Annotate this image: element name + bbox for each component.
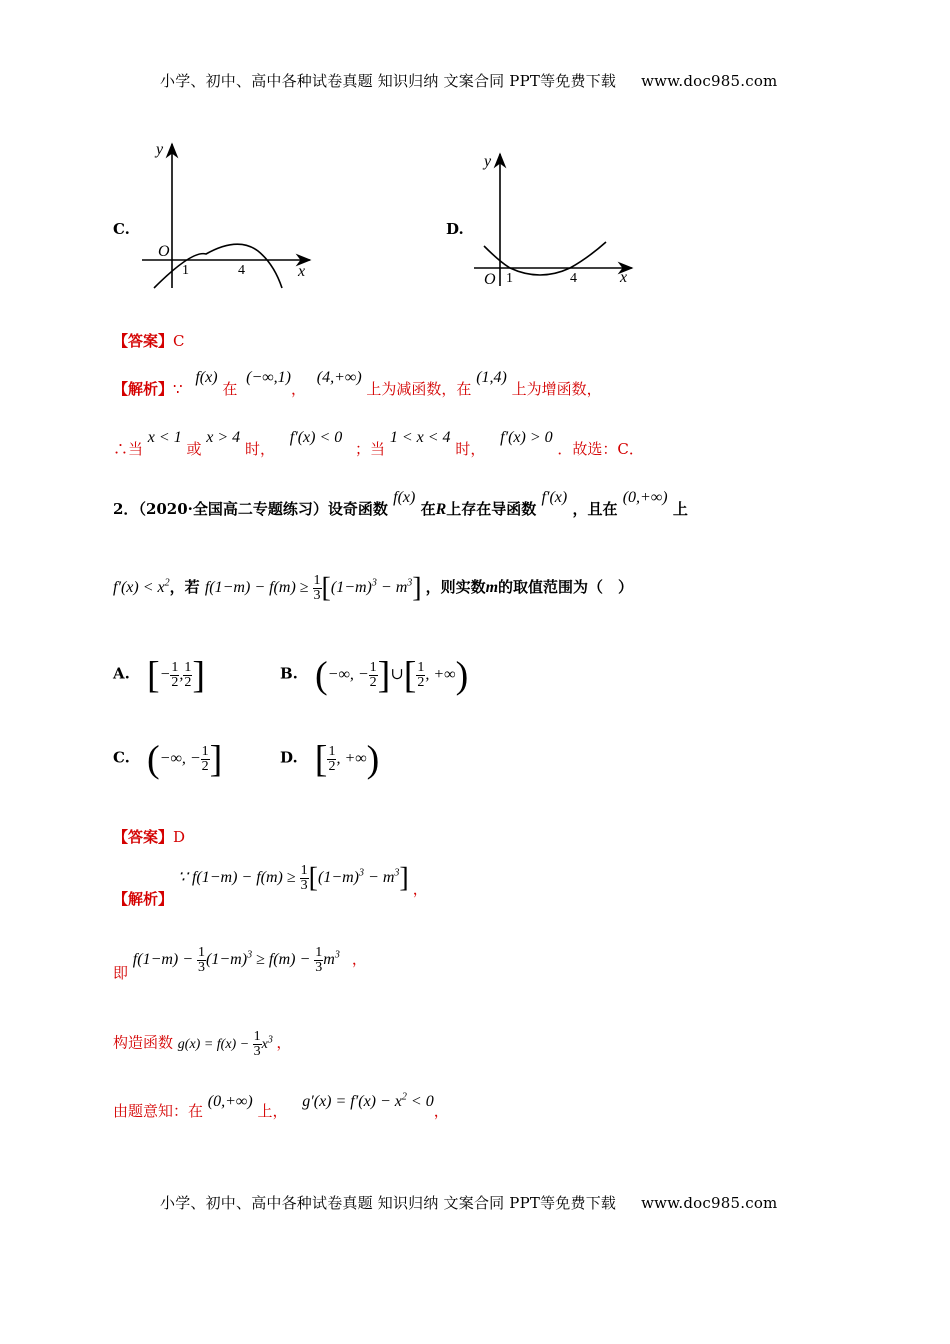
option-d-label: D. bbox=[280, 748, 298, 767]
page-header bbox=[160, 70, 777, 91]
q2-solution-step4 bbox=[113, 1091, 449, 1121]
text-comma: ， bbox=[276, 1033, 292, 1052]
answer-tag: 【答案】 bbox=[113, 332, 174, 350]
text-therefore: ∴当 bbox=[113, 440, 144, 458]
origin-label: O bbox=[484, 271, 496, 288]
text-has-derivative: 上存在导函数 bbox=[446, 500, 537, 518]
y-label: y bbox=[484, 153, 492, 170]
curve-c bbox=[154, 244, 282, 288]
text-if: ，若 bbox=[169, 578, 200, 597]
jiexi-tag: 【解析】 bbox=[113, 890, 174, 909]
option-c-label: C. bbox=[113, 220, 130, 238]
answer-tag: 【答案】 bbox=[113, 828, 174, 846]
q2-answer bbox=[113, 826, 185, 847]
option-a-label: A. bbox=[113, 664, 130, 683]
tick-4: 4 bbox=[570, 271, 577, 286]
math-R: R bbox=[435, 501, 447, 518]
math-m: m bbox=[485, 579, 499, 597]
text-on: 上， bbox=[257, 1102, 288, 1120]
q1-explanation-line2 bbox=[113, 429, 644, 459]
q1-answer bbox=[113, 330, 185, 351]
text-comma: ， bbox=[412, 880, 428, 899]
math-cond: $f'(x) < x^2$ bbox=[113, 577, 170, 597]
option-c-value: (−∞, − $\frac{1}{2}$ ] bbox=[147, 738, 223, 780]
text-choose: ．故选：C． bbox=[557, 440, 644, 458]
text-construct: 构造函数 bbox=[113, 1033, 174, 1052]
text-range-ask: 的取值范围为（ ） bbox=[498, 578, 634, 597]
math-c1: x < 1 bbox=[147, 429, 182, 446]
math-int: (0,+∞) bbox=[207, 1093, 253, 1110]
option-c-label: C. bbox=[113, 748, 130, 767]
text-increasing: 上为增函数， bbox=[511, 380, 602, 398]
question-source: （2020·全国高二专题练习）设奇函数 bbox=[138, 500, 388, 518]
question-number: 2． bbox=[113, 500, 139, 518]
option-c[interactable] bbox=[113, 740, 222, 778]
text-zai: 在 bbox=[222, 380, 238, 398]
math-d1: f′(x) < 0 bbox=[289, 429, 343, 446]
q2-solution-step1 bbox=[113, 862, 428, 909]
curve-d bbox=[484, 242, 606, 275]
math-fpx: f′(x) bbox=[541, 489, 568, 506]
text-semicolon-when: ；当 bbox=[355, 440, 386, 458]
text-namely: 即 bbox=[113, 964, 129, 983]
text-when: 时， bbox=[244, 440, 275, 458]
q1-explanation-line1 bbox=[113, 369, 602, 399]
q2-stem-line1 bbox=[113, 489, 688, 519]
text-on: 在 bbox=[420, 500, 436, 518]
answer-value: C bbox=[173, 332, 185, 350]
q2-solution-step3 bbox=[113, 1030, 291, 1059]
text-comma: ， bbox=[351, 950, 367, 969]
page-footer bbox=[160, 1192, 777, 1213]
text-comma: ， bbox=[290, 380, 306, 398]
math-step2: f(1−m) − $\frac{1}{3}$ $(1-m)^3 \ge f(m)$ − $\frac{1}{3}$ $m^3$ bbox=[132, 945, 340, 975]
text-when-2: 时， bbox=[455, 440, 486, 458]
footer-url: www.doc985.com bbox=[641, 1194, 778, 1212]
text-comma: ， bbox=[433, 1102, 449, 1120]
option-d-value: [ $\frac{1}{2}$ , +∞) bbox=[314, 738, 380, 780]
text-or: 或 bbox=[186, 440, 202, 458]
q2-stem-line2 bbox=[113, 574, 633, 603]
jiexi-tag: 【解析】 bbox=[113, 380, 174, 398]
graph-c bbox=[138, 138, 318, 293]
math-inequality: f(1−m) − f(m) ≥ $\frac{1}{3}$ $[(1-m)^3 - m^3]$ bbox=[204, 572, 422, 604]
math-c3: 1 < x < 4 bbox=[389, 429, 451, 446]
tick-4: 4 bbox=[238, 263, 245, 278]
option-a[interactable] bbox=[113, 656, 205, 694]
text-then-real: ，则实数 bbox=[425, 578, 486, 597]
graph-d bbox=[470, 150, 640, 290]
math-c2: x > 4 bbox=[206, 429, 241, 446]
tick-1: 1 bbox=[182, 263, 189, 278]
option-b-value: (−∞, − $\frac{1}{2}$ ]∪[ $\frac{1}{2}$ , +∞) bbox=[315, 654, 469, 696]
x-label: x bbox=[298, 263, 306, 280]
because-symbol: ∵ bbox=[173, 380, 183, 398]
option-b-label: B. bbox=[280, 664, 298, 683]
math-int2: (4,+∞) bbox=[316, 369, 362, 386]
math-fx: f(x) bbox=[195, 369, 218, 386]
header-url: www.doc985.com bbox=[641, 72, 778, 90]
option-d[interactable] bbox=[280, 740, 379, 778]
header-text: 小学、初中、高中各种试卷真题 知识归纳 文案合同 PPT等免费下载 bbox=[160, 72, 617, 90]
text-shang: 上 bbox=[672, 500, 688, 518]
q2-solution-step2 bbox=[113, 945, 367, 983]
text-from-condition: 由题意知：在 bbox=[113, 1102, 204, 1120]
x-label: x bbox=[620, 269, 628, 286]
footer-text: 小学、初中、高中各种试卷真题 知识归纳 文案合同 PPT等免费下载 bbox=[160, 1194, 617, 1212]
text-and-on: ，且在 bbox=[572, 500, 618, 518]
tick-1: 1 bbox=[506, 271, 513, 286]
math-int1: (−∞,1) bbox=[246, 369, 291, 386]
option-d-label: D. bbox=[446, 220, 464, 238]
y-label: y bbox=[156, 141, 164, 158]
math-step1: ∵ f(1−m) − f(m) ≥ $\frac{1}{3}$ $[(1-m)^3 - m^3]$ bbox=[177, 862, 409, 894]
math-fx: f(x) bbox=[393, 489, 416, 506]
origin-label: O bbox=[158, 243, 170, 260]
option-a-value: [− $\frac{1}{2}$ , $\frac{1}{2}$ ] bbox=[146, 654, 206, 696]
option-b[interactable] bbox=[280, 656, 468, 694]
math-step4: $g'(x) = f'(x) - x^2 < 0$ bbox=[302, 1091, 434, 1110]
math-int0: (0,+∞) bbox=[622, 489, 668, 506]
math-d2: f′(x) > 0 bbox=[500, 429, 553, 446]
math-int3: (1,4) bbox=[476, 369, 507, 386]
text-decreasing: 上为减函数，在 bbox=[366, 380, 472, 398]
math-step3: g(x) = f(x) − $\frac{1}{3}$ $x^3$ bbox=[177, 1029, 273, 1059]
answer-value: D bbox=[173, 828, 186, 846]
